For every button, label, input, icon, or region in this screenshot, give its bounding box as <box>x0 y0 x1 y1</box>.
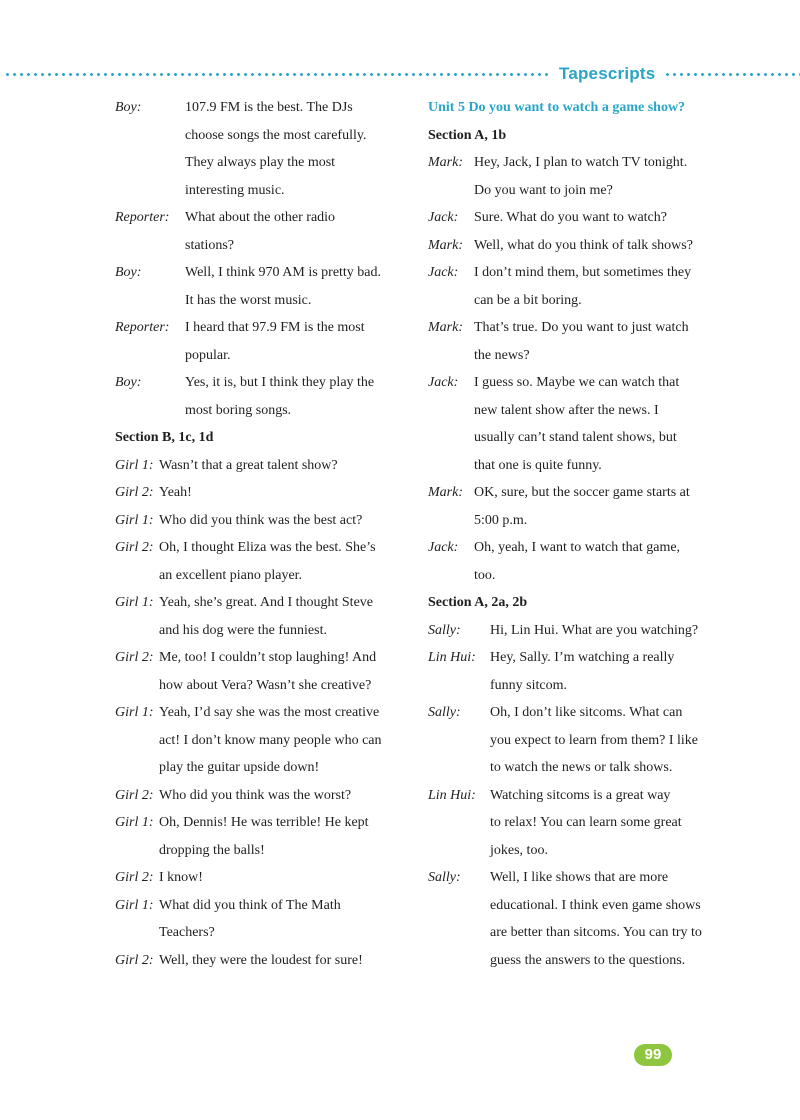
section-heading-text: Section A, 2a, 2b <box>428 595 528 610</box>
dialogue-line <box>115 837 405 865</box>
dialogue-text: Oh, I thought Eliza was the best. She’s <box>159 540 376 555</box>
dialogue-line <box>428 424 728 452</box>
dialogue-text: Do you want to join me? <box>474 182 613 198</box>
dialogue-text: Watching sitcoms is a great way <box>490 787 671 803</box>
dialogue-text: I know! <box>159 870 203 885</box>
dialogue-text: Well, I think 970 AM is pretty bad. <box>185 265 382 280</box>
dialogue-text: too. <box>474 567 496 583</box>
dialogue-text: Yeah, she’s great. And I thought Steve <box>159 595 373 610</box>
dialogue-line <box>115 589 405 617</box>
dialogue-line <box>115 754 405 782</box>
dialogue-line <box>115 452 405 480</box>
dialogue-line <box>428 287 728 315</box>
dialogue-line <box>115 342 405 370</box>
dialogue-line <box>428 727 728 755</box>
dialogue-line <box>115 149 405 177</box>
dialogue-text: Oh, yeah, I want to watch that game, <box>474 540 681 555</box>
speaker-label: Girl 1: <box>115 815 154 830</box>
dialogue-line <box>428 149 728 177</box>
section-heading <box>428 589 728 617</box>
dialogue-line <box>115 534 405 562</box>
dialogue-line <box>115 699 405 727</box>
dialogue-line <box>428 562 728 590</box>
dialogue-line <box>115 809 405 837</box>
dialogue-line <box>115 507 405 535</box>
speaker-label: Boy: <box>115 265 142 280</box>
dialogue-text: OK, sure, but the soccer game starts at <box>474 485 690 500</box>
left-column <box>115 94 405 974</box>
dialogue-line <box>115 672 405 700</box>
dialogue-line <box>115 314 405 342</box>
dialogue-line <box>115 232 405 260</box>
dialogue-line <box>115 94 405 122</box>
dialogue-text: Well, I like shows that are more <box>490 870 669 885</box>
speaker-label: Sally: <box>428 705 461 720</box>
dialogue-text: you expect to learn from them? I like <box>490 732 698 748</box>
speaker-label: Boy: <box>115 375 142 390</box>
unit-title-text: Unit 5 Do you want to watch a game show? <box>428 100 686 115</box>
section-heading <box>428 122 728 150</box>
speaker-label: Girl 2: <box>115 870 154 885</box>
dialogue-text: They always play the most <box>185 155 336 170</box>
speaker-label: Girl 2: <box>115 485 154 500</box>
dialogue-text: Oh, Dennis! He was terrible! He kept <box>159 815 369 830</box>
dialogue-text: Me, too! I couldn’t stop laughing! And <box>159 650 377 665</box>
dialogue-text: funny sitcom. <box>490 677 567 693</box>
right-column <box>428 94 728 974</box>
dialogue-text: play the guitar upside down! <box>159 760 320 775</box>
dialogue-text: how about Vera? Wasn’t she creative? <box>159 677 372 693</box>
speaker-label: Reporter: <box>115 210 170 225</box>
speaker-label: Girl 1: <box>115 595 154 610</box>
dialogue-text: an excellent piano player. <box>159 567 303 583</box>
dialogue-line <box>428 617 728 645</box>
dialogue-text: That’s true. Do you want to just watch <box>474 320 689 335</box>
speaker-label: Jack: <box>428 265 459 280</box>
dialogue-text: Hey, Jack, I plan to watch TV tonight. <box>474 155 688 170</box>
dialogue-text: 5:00 p.m. <box>474 512 528 528</box>
dialogue-line <box>428 397 728 425</box>
dialogue-text: Oh, I don’t like sitcoms. What can <box>490 705 683 720</box>
dialogue-line <box>115 727 405 755</box>
page-header <box>0 62 800 86</box>
dialogue-line <box>115 864 405 892</box>
section-heading-text: Section B, 1c, 1d <box>115 430 214 445</box>
dialogue-line <box>428 864 728 892</box>
dialogue-text: Who did you think was the best act? <box>159 512 363 528</box>
dialogue-text: I don’t mind them, but sometimes they <box>474 265 692 280</box>
dialogue-line <box>428 204 728 232</box>
speaker-label: Girl 2: <box>115 787 154 803</box>
dialogue-line <box>428 507 728 535</box>
section-heading-text: Section A, 1b <box>428 127 507 143</box>
dialogue-line <box>115 644 405 672</box>
dialogue-text: Wasn’t that a great talent show? <box>159 457 338 473</box>
speaker-label: Sally: <box>428 870 461 885</box>
dialogue-line <box>115 892 405 920</box>
speaker-label: Girl 2: <box>115 650 154 665</box>
dialogue-text: Who did you think was the worst? <box>159 787 352 803</box>
dialogue-text: Well, what do you think of talk shows? <box>474 237 693 253</box>
dialogue-text: interesting music. <box>185 182 285 198</box>
dialogue-text: Sure. What do you want to watch? <box>474 210 667 225</box>
dialogue-text: Teachers? <box>159 925 215 940</box>
header-dotted-rule-right <box>664 73 800 76</box>
dialogue-text: Yes, it is, but I think they play the <box>185 375 375 390</box>
speaker-label: Girl 2: <box>115 952 154 968</box>
dialogue-text: to relax! You can learn some great <box>490 815 682 830</box>
dialogue-text: Yeah, I’d say she was the most creative <box>159 705 380 720</box>
dialogue-text: and his dog were the funniest. <box>159 622 327 638</box>
dialogue-text: dropping the balls! <box>159 842 265 858</box>
page-number: 99 <box>634 1044 672 1066</box>
speaker-label: Boy: <box>115 100 142 115</box>
dialogue-text: I heard that 97.9 FM is the most <box>185 320 365 335</box>
dialogue-text: 107.9 FM is the best. The DJs <box>185 100 353 115</box>
dialogue-line <box>115 947 405 975</box>
dialogue-line <box>428 479 728 507</box>
dialogue-line <box>115 397 405 425</box>
dialogue-line <box>115 617 405 645</box>
dialogue-text: can be a bit boring. <box>474 292 582 308</box>
unit-title <box>428 94 728 122</box>
speaker-label: Jack: <box>428 210 459 225</box>
speaker-label: Girl 1: <box>115 512 154 528</box>
dialogue-text: Well, they were the loudest for sure! <box>159 952 363 968</box>
dialogue-text: educational. I think even game shows <box>490 897 701 913</box>
dialogue-text: act! I don’t know many people who can <box>159 732 382 748</box>
dialogue-text: most boring songs. <box>185 402 292 418</box>
dialogue-line <box>115 177 405 205</box>
dialogue-line <box>428 177 728 205</box>
dialogue-text: usually can’t stand talent shows, but <box>474 430 677 445</box>
dialogue-line <box>428 644 728 672</box>
dialogue-text: are better than sitcoms. You can try to <box>490 925 702 940</box>
dialogue-line <box>428 754 728 782</box>
dialogue-line <box>428 259 728 287</box>
dialogue-text: choose songs the most carefully. <box>185 127 367 143</box>
dialogue-line <box>428 919 728 947</box>
dialogue-line <box>428 809 728 837</box>
dialogue-text: that one is quite funny. <box>474 457 602 473</box>
dialogue-line <box>428 947 728 975</box>
dialogue-text: It has the worst music. <box>185 292 312 308</box>
dialogue-line <box>428 782 728 810</box>
speaker-label: Girl 1: <box>115 897 154 913</box>
speaker-label: Reporter: <box>115 320 170 335</box>
dialogue-text: stations? <box>185 237 234 253</box>
dialogue-text: to watch the news or talk shows. <box>490 760 673 775</box>
speaker-label: Sally: <box>428 622 461 638</box>
header-title: Tapescripts <box>559 64 656 83</box>
dialogue-line <box>428 699 728 727</box>
speaker-label: Mark: <box>428 485 463 500</box>
dialogue-text: new talent show after the news. I <box>474 402 659 418</box>
dialogue-line <box>428 314 728 342</box>
dialogue-text: jokes, too. <box>490 842 548 858</box>
dialogue-line <box>428 369 728 397</box>
dialogue-text: guess the answers to the questions. <box>490 952 686 968</box>
header-dotted-rule-left <box>4 73 552 76</box>
dialogue-line <box>115 479 405 507</box>
dialogue-line <box>428 534 728 562</box>
dialogue-line <box>428 232 728 260</box>
dialogue-line <box>115 122 405 150</box>
dialogue-text: Hey, Sally. I’m watching a really <box>490 650 675 665</box>
dialogue-text: What about the other radio <box>185 210 336 225</box>
speaker-label: Girl 2: <box>115 540 154 555</box>
dialogue-line <box>115 782 405 810</box>
dialogue-text: the news? <box>474 347 530 363</box>
dialogue-text: I guess so. Maybe we can watch that <box>474 375 680 390</box>
speaker-label: Jack: <box>428 540 459 555</box>
dialogue-line <box>115 259 405 287</box>
dialogue-text: What did you think of The Math <box>159 897 341 913</box>
speaker-label: Girl 1: <box>115 705 154 720</box>
dialogue-text: Yeah! <box>159 485 192 500</box>
dialogue-line <box>115 562 405 590</box>
dialogue-line <box>428 452 728 480</box>
dialogue-line <box>115 919 405 947</box>
dialogue-line <box>115 369 405 397</box>
section-heading <box>115 424 405 452</box>
dialogue-text: Hi, Lin Hui. What are you watching? <box>490 622 699 638</box>
speaker-label: Girl 1: <box>115 457 154 473</box>
speaker-label: Jack: <box>428 375 459 390</box>
speaker-label: Mark: <box>428 155 463 170</box>
speaker-label: Lin Hui: <box>428 650 476 665</box>
speaker-label: Mark: <box>428 237 463 253</box>
speaker-label: Mark: <box>428 320 463 335</box>
dialogue-line <box>428 672 728 700</box>
dialogue-line <box>428 837 728 865</box>
dialogue-line <box>115 204 405 232</box>
dialogue-text: popular. <box>185 347 231 363</box>
speaker-label: Lin Hui: <box>428 787 476 803</box>
dialogue-line <box>428 342 728 370</box>
dialogue-line <box>428 892 728 920</box>
dialogue-line <box>115 287 405 315</box>
